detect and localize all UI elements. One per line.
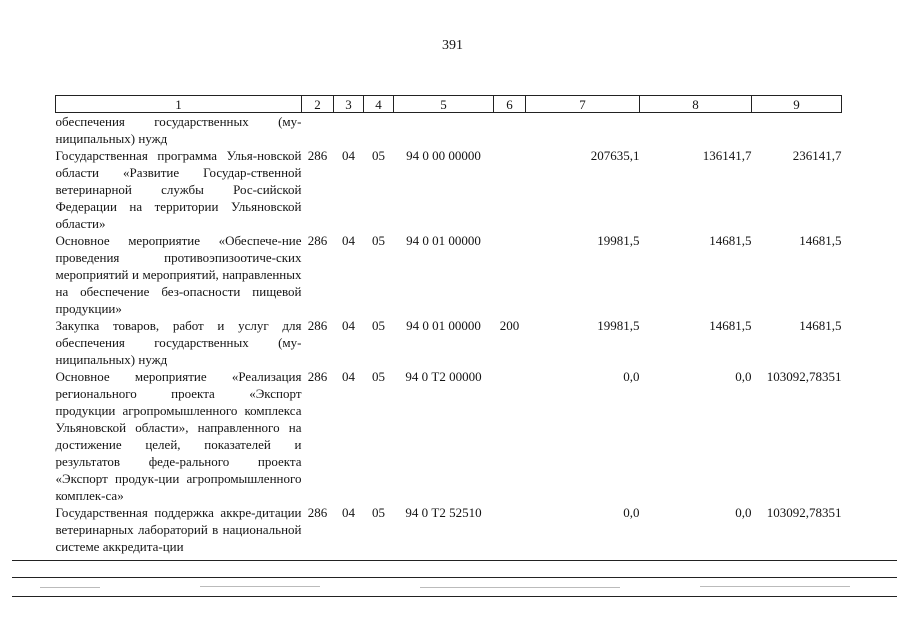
row-ministry: 286: [307, 233, 328, 248]
row-expense-type: [494, 504, 526, 555]
row-section: 04: [342, 233, 355, 248]
row-subsection: 05: [372, 369, 385, 384]
row-expense-type: [494, 113, 526, 148]
row-expense-type: [494, 232, 526, 317]
row-subsection: 05: [372, 505, 385, 520]
row-amount-8: 0,0: [735, 505, 752, 520]
row-amount-9: 14681,5: [799, 233, 842, 248]
col-header: 7: [526, 96, 640, 113]
row-section: [334, 113, 364, 148]
col-header: 8: [640, 96, 752, 113]
row-section: 04: [342, 369, 355, 384]
row-subsection: 05: [372, 318, 385, 333]
page-number: 391: [442, 38, 463, 53]
row-amount-9: 236141,7: [792, 148, 842, 163]
row-section: 04: [342, 318, 355, 333]
scan-noise: [40, 587, 100, 588]
row-amount-9: 14681,5: [799, 318, 842, 333]
row-ministry: 286: [307, 148, 328, 163]
row-subsection: [364, 113, 394, 148]
col-header: 1: [56, 96, 302, 113]
row-target-code: 94 0 Т2 00000: [405, 369, 482, 384]
col-header: 3: [334, 96, 364, 113]
row-section: 04: [342, 148, 355, 163]
row-ministry: [302, 113, 334, 148]
row-target-code: 94 0 00 00000: [406, 148, 481, 163]
budget-table: [55, 95, 842, 555]
row-target-code: [394, 113, 494, 148]
row-amount-7: [526, 113, 640, 148]
horizontal-rule: [12, 560, 897, 561]
row-name: Основное мероприятие «Обеспече-ние проведения противоэпизоотиче-ских мероприятий и мероприятий, направленных на обеспечение без-опасности пищевой продукции»: [55, 233, 302, 316]
row-amount-8: 0,0: [735, 369, 752, 384]
col-header: 5: [394, 96, 494, 113]
row-target-code: 94 0 01 00000: [406, 318, 481, 333]
row-amount-7: 0,0: [623, 505, 640, 520]
scan-noise: [700, 586, 850, 587]
row-target-code: 94 0 01 00000: [406, 233, 481, 248]
col-header: 2: [302, 96, 334, 113]
col-header: 4: [364, 96, 394, 113]
row-ministry: 286: [307, 369, 328, 384]
row-name: Государственная программа Улья-новской области «Развитие Государ-ственной ветеринарной службы Рос-сийской Федерации на территории Ульяновской области»: [55, 148, 302, 231]
row-expense-type: [494, 368, 526, 504]
row-subsection: 05: [372, 233, 385, 248]
table-row: [56, 232, 842, 317]
row-amount-9: 103092,78351: [766, 505, 842, 520]
table-row: [56, 504, 842, 555]
row-subsection: 05: [372, 148, 385, 163]
table-header-row: [56, 96, 842, 113]
row-amount-8: 14681,5: [709, 233, 752, 248]
row-amount-9: 103092,78351: [766, 369, 842, 384]
row-name: Государственная поддержка аккре-дитации ветеринарных лабораторий в национальной системе аккредита-ции: [55, 505, 302, 554]
scan-bottom-rules: [0, 560, 905, 605]
horizontal-rule: [12, 577, 897, 578]
row-amount-7: 207635,1: [590, 148, 640, 163]
scan-noise: [200, 586, 320, 587]
row-name: обеспечения государственных (му-ниципальных) нужд: [55, 114, 302, 146]
table-row: [56, 317, 842, 368]
row-name: Закупка товаров, работ и услуг для обеспечения государственных (му-ниципальных) нужд: [55, 318, 302, 367]
row-amount-8: 14681,5: [709, 318, 752, 333]
horizontal-rule: [12, 596, 897, 597]
table-row: [56, 368, 842, 504]
row-target-code: 94 0 Т2 52510: [405, 505, 482, 520]
row-amount-9: [752, 113, 842, 148]
col-header: 9: [752, 96, 842, 113]
table-row: [56, 147, 842, 232]
row-section: 04: [342, 505, 355, 520]
row-ministry: 286: [307, 318, 328, 333]
row-name: Основное мероприятие «Реализация регионального проекта «Экспорт продукции агропромышленного комплекса Ульяновской области», направленного на достижение целей, показателей и результатов феде-рального проекта «Экспорт продук-ции агропромышленного комплек-са»: [55, 369, 302, 503]
scan-noise: [420, 587, 620, 588]
row-expense-type: [494, 147, 526, 232]
row-amount-7: 19981,5: [597, 233, 640, 248]
col-header: 6: [494, 96, 526, 113]
row-ministry: 286: [307, 505, 328, 520]
row-expense-type: 200: [499, 318, 520, 333]
row-amount-8: [640, 113, 752, 148]
table-row: [56, 113, 842, 148]
row-amount-7: 19981,5: [597, 318, 640, 333]
row-amount-8: 136141,7: [702, 148, 752, 163]
row-amount-7: 0,0: [623, 369, 640, 384]
